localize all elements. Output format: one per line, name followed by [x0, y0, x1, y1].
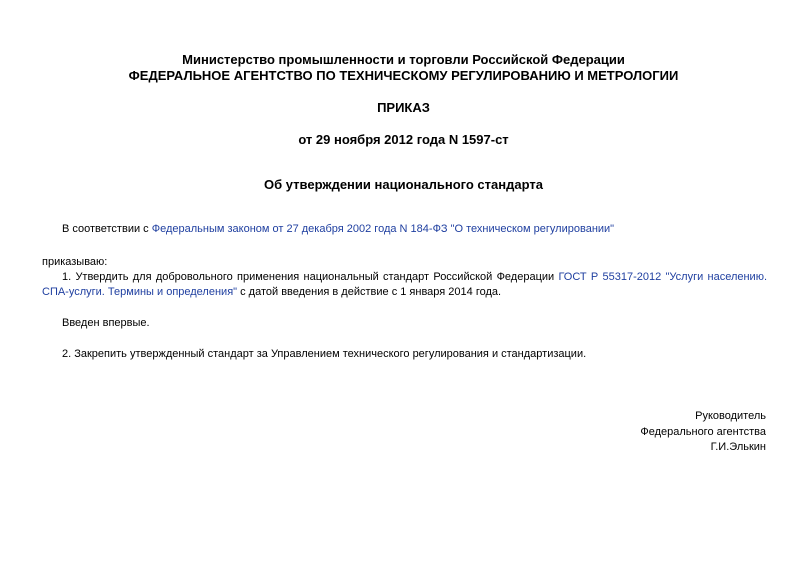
gost-link-part1[interactable]: ГОСТ Р 55317-2012 "Услуги населению.	[558, 271, 768, 283]
item1-line1	[42, 270, 767, 284]
basis-prefix: В соответствии с	[62, 223, 152, 235]
document-date-number: от 29 ноября 2012 года N 1597-ст	[298, 132, 509, 147]
item1-line2	[42, 285, 501, 299]
basis-paragraph	[62, 222, 614, 236]
signature-title: Руководитель	[695, 410, 766, 422]
document-type: ПРИКАЗ	[377, 100, 430, 115]
ministry-title: Министерство промышленности и торговли Российской Федерации	[182, 52, 625, 67]
item1-text: 1. Утвердить для добровольного применения национальный стандарт Российской Федерации	[62, 271, 555, 283]
document-subject: Об утверждении национального стандарта	[264, 177, 543, 192]
federal-law-link[interactable]: Федеральным законом от 27 декабря 2002 года N 184-ФЗ "О техническом регулировании"	[151, 223, 615, 235]
signature-name: Г.И.Элькин	[710, 441, 766, 453]
item2-paragraph: 2. Закрепить утвержденный стандарт за Управлением технического регулирования и стандартизации.	[62, 348, 587, 360]
gost-link-part2[interactable]: СПА-услуги. Термины и определения"	[42, 286, 238, 298]
introduced-note: Введен впервые.	[62, 317, 150, 329]
signature-org: Федерального агентства	[640, 426, 766, 438]
order-word: приказываю:	[42, 256, 108, 268]
agency-title: ФЕДЕРАЛЬНОЕ АГЕНТСТВО ПО ТЕХНИЧЕСКОМУ РЕГУЛИРОВАНИЮ И МЕТРОЛОГИИ	[128, 68, 679, 83]
item1-tail: с датой введения в действие с 1 января 2014 года.	[237, 286, 502, 298]
